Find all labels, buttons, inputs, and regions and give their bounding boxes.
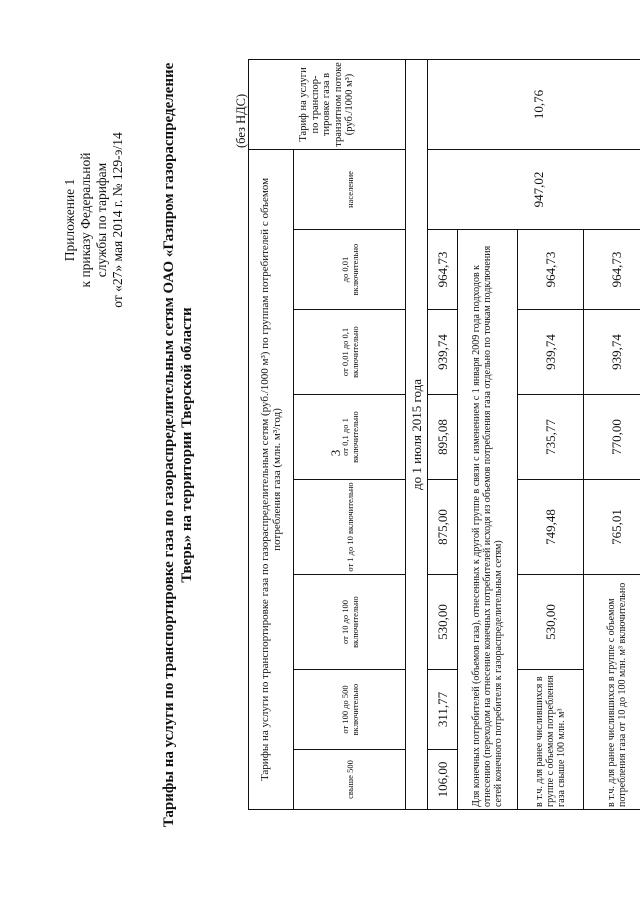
tariff-value: 106,00 — [428, 750, 458, 810]
document-title — [160, 55, 196, 835]
group-header: население — [294, 149, 406, 229]
tariff-value: 939,74 — [428, 310, 458, 395]
tariff-value: 311,77 — [428, 670, 458, 750]
group-header: от 10 до 100 включительно — [294, 575, 406, 670]
tariff-value: 749,48 — [518, 480, 584, 575]
tariff-value: 765,01 — [584, 480, 640, 575]
tariff-value: 939,74 — [584, 310, 640, 395]
tariff-value: 939,74 — [518, 310, 584, 395]
table-header-row — [249, 59, 294, 809]
header-transit: Тариф на услуги по транспор-тировке газа в транзитном потоке (руб./1000 м³) — [249, 59, 406, 149]
tariff-value: 735,77 — [518, 395, 584, 480]
tariff-value: 530,00 — [428, 575, 458, 670]
title-line: Тарифы на услуги по транспортировке газа по газораспределительным сетям ОАО «Газпром газораспределение — [161, 62, 177, 828]
tariff-value: 964,73 — [584, 230, 640, 310]
annex-line: к приказу Федеральной — [78, 152, 93, 288]
group-header: свыше 500 — [294, 750, 406, 810]
header-main: Тарифы на услуги по транспортировке газа по газораспределительным сетям (руб./1000 м³) по группам потребителей с объемом потребления газа (млн. м³/год) — [249, 149, 294, 809]
sub-row-label: в т.ч. для ранее числившихся в группе с объемом потребления газа от 10 до 100 млн. м³ включительно — [584, 575, 640, 810]
annex-line: Приложение 1 — [62, 178, 77, 262]
group-header: от 1 до 10 включительно — [294, 480, 406, 575]
reassigned-note: Для конечных потребителей (объемов газа), отнесенных к другой группе в связи с изменением с 1 января 2009 года подходов к отнесению (переходом на отнесение конечных потребителей исходя из объемов потребления газа отдельно по точкам подключения сетей конечного потребителя к газораспределительным сетям) — [458, 230, 518, 810]
group-header-row — [294, 59, 406, 809]
title-line: Тверь» на территории Тверской области — [179, 307, 195, 583]
transit-value: 10,76 — [428, 59, 640, 149]
tariff-value: 964,73 — [428, 230, 458, 310]
annex-line: службы по тарифам — [94, 162, 109, 278]
group-header: от 100 до 500 включительно — [294, 670, 406, 750]
tariff-value: 770,00 — [584, 395, 640, 480]
group-header: от 0,01 до 0,1 включительно — [294, 310, 406, 395]
period-row — [406, 59, 428, 809]
table-row — [428, 59, 458, 809]
tariff-table — [248, 59, 640, 810]
sub-row-label: в т.ч. для ранее числившихся в группе с объемом потребления газа свыше 100 млн. м³ — [518, 670, 584, 810]
annex-line: от «27» мая 2014 г. № 129-э/14 — [110, 132, 125, 308]
group-header: до 0,01 включительно — [294, 230, 406, 310]
page-number: 3 — [328, 449, 343, 457]
population-value: 947,02 — [428, 149, 640, 229]
tariff-value: 530,00 — [518, 575, 584, 670]
tariff-value: 964,73 — [518, 230, 584, 310]
tariff-value: 895,08 — [428, 395, 458, 480]
group-header: от 0,1 до 1 включительно — [294, 395, 406, 480]
vat-note: (без НДС) — [234, 93, 248, 148]
tariff-value: 875,00 — [428, 480, 458, 575]
annex-reference — [62, 95, 126, 345]
period-label: до 1 июля 2015 года — [406, 59, 428, 809]
